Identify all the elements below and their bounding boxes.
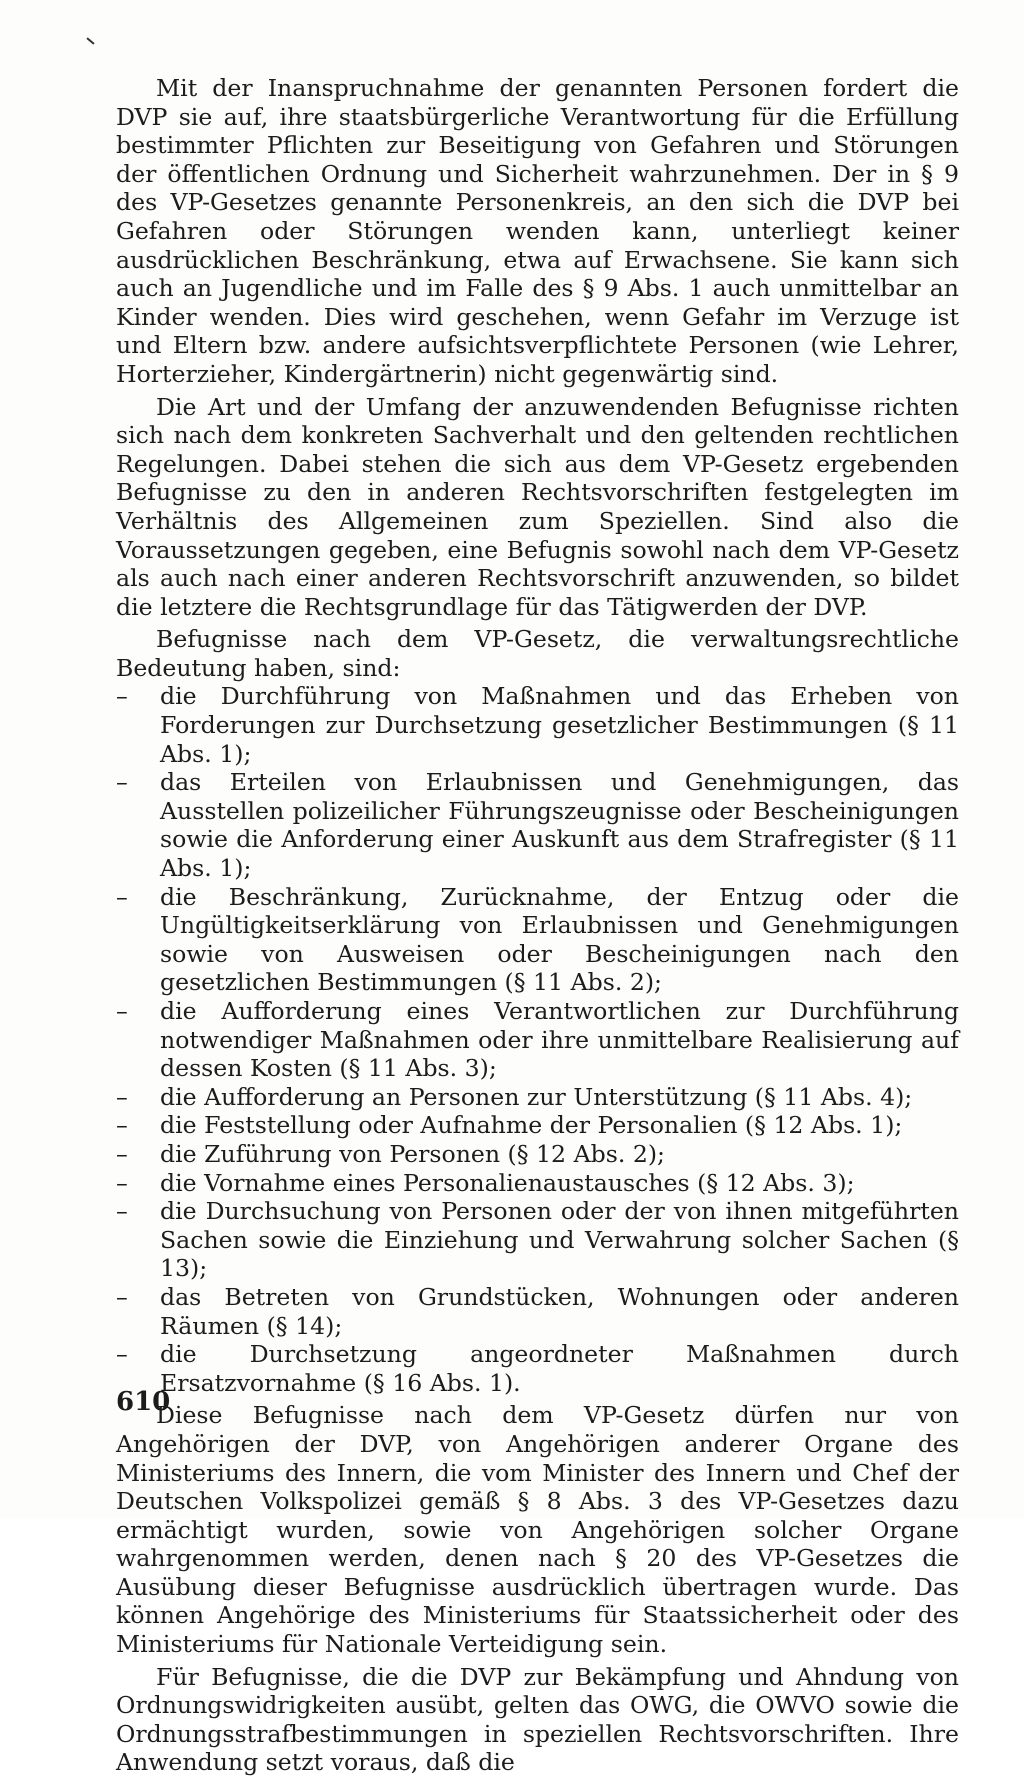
- list-item: [116, 997, 959, 1083]
- list-item-text: die Durchsuchung von Personen oder der von ihnen mitgeführten Sachen sowie die Einziehung und Verwahrung solcher Sachen (§ 13);: [160, 1197, 959, 1283]
- list-item-text: die Beschränkung, Zurücknahme, der Entzug oder die Ungültigkeitserklärung von Erlaubnissen und Genehmigungen sowie von Ausweisen oder Bescheinigungen nach den gesetzlichen Bestimmungen (§ 11 Abs. 2);: [160, 882, 959, 997]
- dash-marker: –: [116, 1282, 128, 1311]
- dash-marker: –: [116, 1111, 128, 1140]
- dash-marker: –: [116, 882, 128, 911]
- dash-marker: –: [116, 1139, 128, 1168]
- list-item: [116, 1340, 959, 1397]
- paragraph-1: Mit der Inanspruchnahme der genannten Personen fordert die DVP sie auf, ihre staatsbürgerliche Verantwortung für die Erfüllung bestimmter Pflichten zur Beseitigung von Gefahren und Störungen der öffentlichen Ordnung und Sicherheit wahrzunehmen. Der in § 9 des VP-Gesetzes genannte Personenkreis, an den sich die DVP bei Gefahren oder Störungen wenden kann, unterliegt keiner ausdrücklichen Beschränkung, etwa auf Erwachsene. Sie kann sich auch an Jugendliche und im Falle des § 9 Abs. 1 auch unmittelbar an Kinder wenden. Dies wird geschehen, wenn Gefahr im Verzuge ist und Eltern bzw. andere aufsichtsverpflichtete Personen (wie Lehrer, Horterzieher, Kindergärtnerin) nicht gegenwärtig sind.: [116, 74, 959, 388]
- scan-mark: [86, 37, 94, 44]
- dash-marker: –: [116, 768, 128, 797]
- list-item-text: die Aufforderung eines Verantwortlichen zur Durchführung notwendiger Maßnahmen oder ihre unmittelbare Realisierung auf dessen Kosten (§ 11 Abs. 3);: [160, 997, 959, 1083]
- paragraph-5: Für Befugnisse, die die DVP zur Bekämpfung und Ahndung von Ordnungswidrigkeiten ausübt, gelten das OWG, die OWVO sowie die Ordnungsstrafbestimmungen in speziellen Rechtsvorschriften. Ihre Anwendung setzt voraus, daß die: [116, 1662, 959, 1777]
- page-number: 610: [116, 1387, 171, 1417]
- page-body: [116, 74, 959, 1781]
- paragraph-3: Befugnisse nach dem VP-Gesetz, die verwaltungsrechtliche Bedeutung haben, sind:: [116, 625, 959, 682]
- list-item-text: die Aufforderung an Personen zur Unterstützung (§ 11 Abs. 4);: [160, 1082, 913, 1111]
- dash-marker: –: [116, 1197, 128, 1226]
- dash-marker: –: [116, 1340, 128, 1369]
- list-item: [116, 1197, 959, 1283]
- list-item: [116, 883, 959, 997]
- list-item: [116, 1283, 959, 1340]
- dash-marker: –: [116, 997, 128, 1025]
- paragraph-2: Die Art und der Umfang der anzuwendenden Befugnisse richten sich nach dem konkreten Sachverhalt und den geltenden rechtlichen Regelungen. Dabei stehen die sich aus dem VP-Gesetz ergebenden Befugnisse zu den in anderen Rechtsvorschriften festgelegten im Verhältnis des Allgemeinen zum Speziellen. Sind also die Voraussetzungen gegeben, eine Befugnis sowohl nach dem VP-Gesetz als auch nach einer anderen Rechtsvorschrift anzuwenden, so bildet die letztere die Rechtsgrundlage für das Tätigwerden der DVP.: [116, 392, 959, 621]
- list-item-text: das Erteilen von Erlaubnissen und Genehmigungen, das Ausstellen polizeilicher Führungszeugnisse oder Bescheinigungen sowie die Anforderung einer Auskunft aus dem Strafregister (§ 11 Abs. 1);: [160, 768, 959, 883]
- list-item-text: die Vornahme eines Personalienaustausches (§ 12 Abs. 3);: [160, 1168, 855, 1197]
- list-item-text: die Durchsetzung angeordneter Maßnahmen durch Ersatzvornahme (§ 16 Abs. 1).: [160, 1340, 959, 1397]
- dash-marker: –: [116, 1168, 128, 1197]
- list-item-text: die Zuführung von Personen (§ 12 Abs. 2);: [160, 1139, 665, 1168]
- list-item: [116, 682, 959, 768]
- powers-list: [116, 682, 959, 1397]
- list-item: [116, 1169, 959, 1198]
- list-item-text: die Durchführung von Maßnahmen und das Erheben von Forderungen zur Durchsetzung gesetzlicher Bestimmungen (§ 11 Abs. 1);: [160, 682, 959, 768]
- list-item: [116, 768, 959, 882]
- list-item-text: das Betreten von Grundstücken, Wohnungen oder anderen Räumen (§ 14);: [160, 1282, 959, 1340]
- list-item-text: die Feststellung oder Aufnahme der Personalien (§ 12 Abs. 1);: [160, 1111, 903, 1140]
- list-item: [116, 1140, 959, 1169]
- paragraph-4: Diese Befugnisse nach dem VP-Gesetz dürfen nur von Angehörigen der DVP, von Angehörigen anderer Organe des Ministeriums des Innern, die vom Minister des Innern und Chef der Deutschen Volkspolizei gemäß § 8 Abs. 3 des VP-Gesetzes dazu ermächtigt wurden, sowie von Angehörigen solcher Organe wahrgenommen werden, denen nach § 20 des VP-Gesetzes die Ausübung dieser Befugnisse ausdrücklich übertragen wurde. Das können Angehörige des Ministeriums für Staatssicherheit oder des Ministeriums für Nationale Verteidigung sein.: [116, 1401, 959, 1659]
- list-item: [116, 1111, 959, 1140]
- list-item: [116, 1083, 959, 1112]
- dash-marker: –: [116, 1082, 128, 1111]
- dash-marker: –: [116, 682, 128, 711]
